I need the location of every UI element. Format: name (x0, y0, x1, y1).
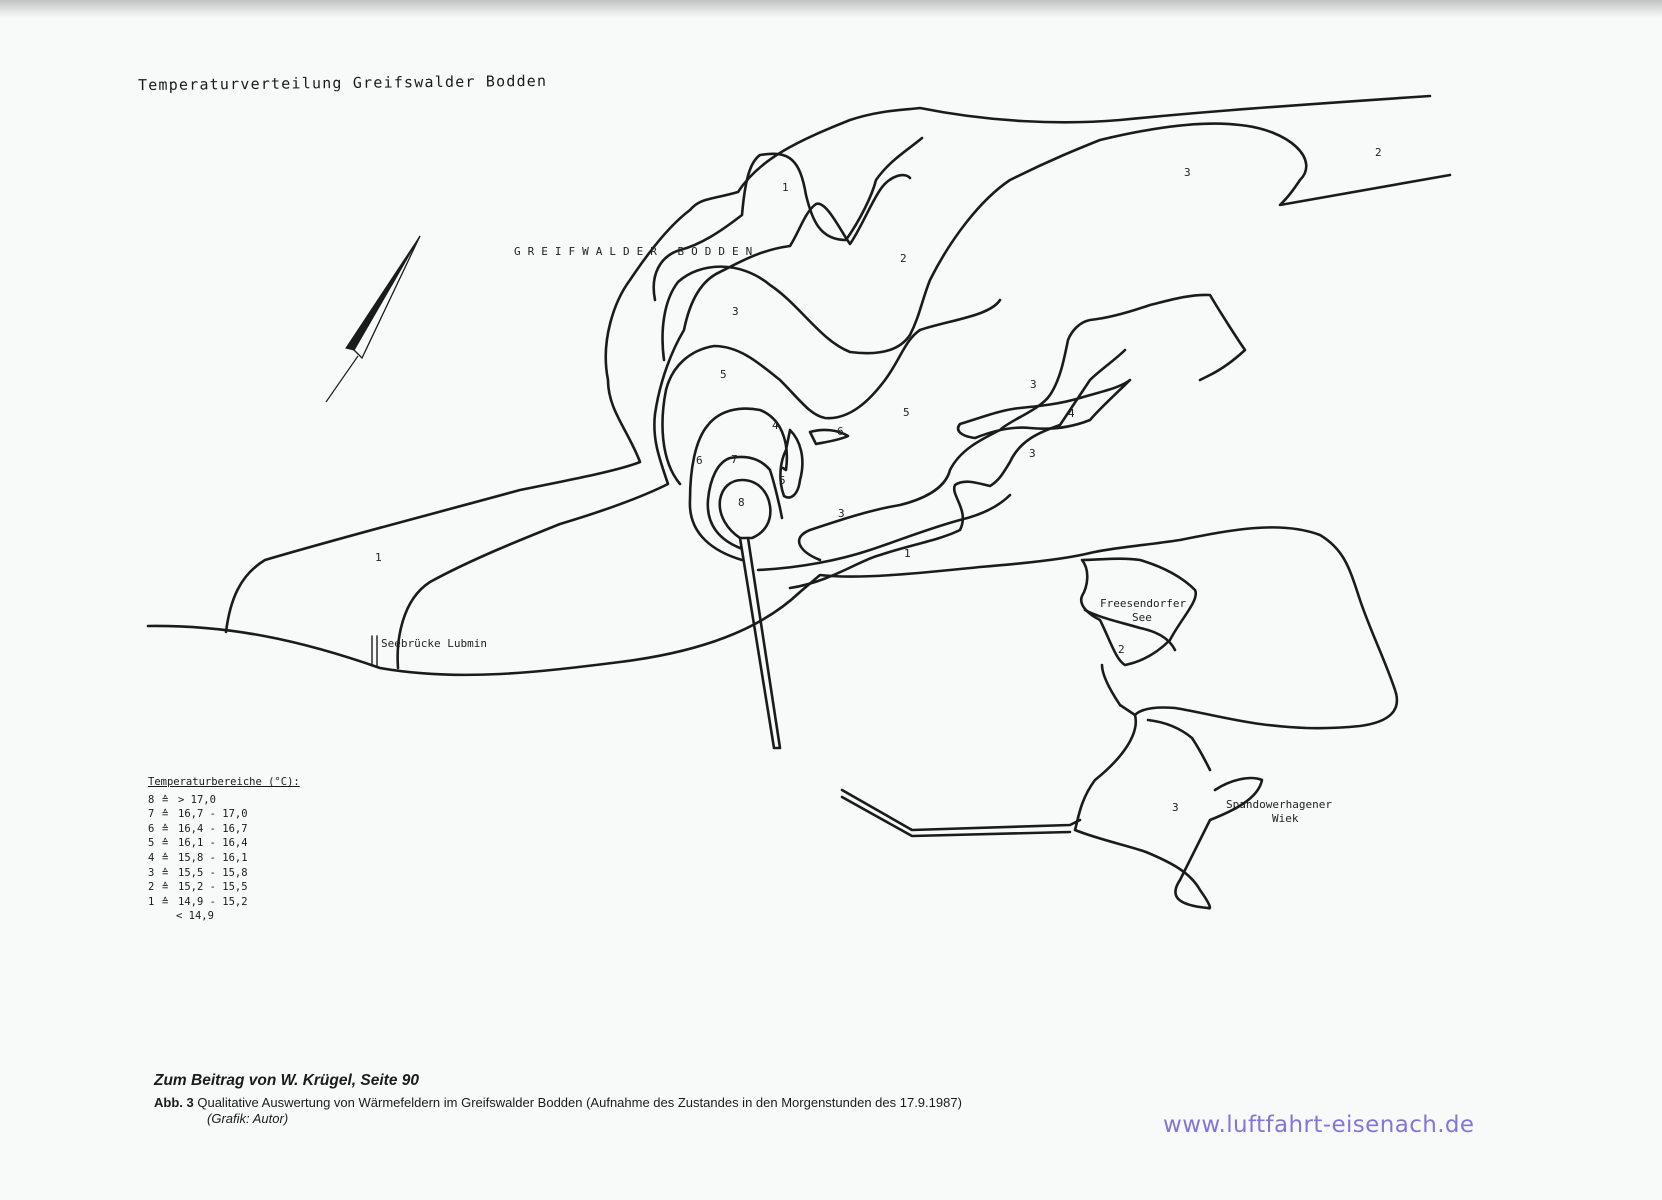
figure-caption (154, 1072, 962, 1126)
pier-symbol (372, 636, 377, 666)
zone-label: 4 (1068, 407, 1075, 420)
dam (842, 790, 1080, 836)
north-arrow-icon (326, 236, 420, 402)
zone-label: 2 (900, 252, 907, 265)
legend-range: 15,2 - 15,5 (178, 881, 248, 894)
watermark: www.luftfahrt-eisenach.de (1163, 1112, 1475, 1138)
legend-range: 14,9 - 15,2 (178, 895, 248, 908)
legend-class: 2 (148, 881, 155, 894)
label-bay-line-2: Wiek (1272, 812, 1299, 825)
zone-label: 4 (772, 419, 779, 432)
caption-line (154, 1095, 962, 1110)
legend-class: 4 (148, 851, 155, 864)
zone-label: 1 (782, 181, 789, 194)
legend-class: 1 (148, 895, 155, 908)
legend-row (148, 895, 300, 910)
zone-label: 3 (1172, 801, 1179, 814)
zone-label: 5 (720, 368, 727, 381)
label-greifswalder-bodden: GREIFWALDER BODDEN (514, 245, 760, 258)
legend-symbol: ≙ (162, 895, 169, 908)
legend-range: 16,1 - 16,4 (178, 837, 248, 850)
legend-symbol: ≙ (162, 866, 169, 879)
legend-row (148, 851, 300, 866)
legend-range: 16,7 - 17,0 (178, 808, 248, 821)
label-lake-line-1: Freesendorfer (1100, 597, 1187, 610)
zone-label: 3 (1184, 166, 1191, 179)
zone-label: 2 (1118, 643, 1125, 656)
legend-class: 8 (148, 793, 155, 806)
channel (1075, 715, 1210, 908)
legend-title: Temperaturbereiche (°C): (148, 776, 300, 788)
legend-class: 7 (148, 808, 155, 821)
zone-label: 6 (696, 454, 703, 467)
isotherm-4-arm (958, 380, 1130, 438)
legend-range: 15,5 - 15,8 (178, 866, 248, 879)
isotherm-5-region (663, 300, 1000, 484)
zone-label: 1 (904, 547, 911, 560)
zone-label: 3 (732, 305, 739, 318)
legend-range: 15,8 - 16,1 (178, 851, 248, 864)
label-seebruecke-lubmin: Seebrücke Lubmin (381, 637, 487, 650)
legend-symbol: ≙ (162, 881, 169, 894)
legend-class: 5 (148, 837, 155, 850)
legend-class: 3 (148, 866, 155, 879)
zone-label: 6 (837, 425, 844, 438)
legend-range: 16,4 - 16,7 (178, 822, 248, 835)
zone-label: 5 (903, 406, 910, 419)
legend-row (148, 822, 300, 837)
legend-row (148, 880, 300, 895)
zone-label: 8 (738, 496, 745, 509)
zone-label: 3 (1030, 378, 1037, 391)
legend-row-below: < 14,9 (176, 910, 214, 923)
legend-symbol: ≙ (162, 822, 169, 835)
legend-row (148, 807, 300, 822)
isotherm-3-band (790, 350, 1125, 588)
zone-label: 3 (838, 507, 845, 520)
isotherm-8-core (720, 480, 771, 538)
caption-heading: Zum Beitrag von W. Krügel, Seite 90 (154, 1072, 419, 1089)
legend-symbol: ≙ (162, 837, 169, 850)
legend-symbol: ≙ (162, 793, 169, 806)
legend-row (148, 836, 300, 851)
map-title: Temperaturverteilung Greifswalder Bodden (137, 71, 548, 95)
legend-range: > 17,0 (178, 793, 216, 806)
label-bay-line-1: Spandowerhagener (1226, 798, 1332, 811)
zone-label: 1 (375, 551, 382, 564)
legend-symbol: ≙ (162, 808, 169, 821)
isotherm-1-east (758, 495, 1010, 570)
legend-symbol: ≙ (162, 851, 169, 864)
coastline-south (148, 553, 1090, 675)
caption-figure-label: Abb. 3 (154, 1095, 194, 1110)
zone-label: 2 (1375, 146, 1382, 159)
label-lake-line-2: See (1132, 611, 1152, 624)
caption-text: Qualitative Auswertung von Wärmefeldern im Greifswalder Bodden (Aufnahme des Zustandes in den Morgenstunden des 17.9.1987) (197, 1095, 962, 1110)
legend-row (148, 866, 300, 881)
caption-credit: (Grafik: Autor) (207, 1111, 289, 1126)
zone-label: 3 (1029, 447, 1036, 460)
zone-label: 5 (779, 474, 786, 487)
isotherm-1-outer (226, 96, 1430, 632)
isotherm-2-north (654, 138, 922, 300)
legend-class: 6 (148, 822, 155, 835)
legend (148, 775, 300, 924)
zone-label: 7 (731, 453, 738, 466)
legend-row (148, 793, 300, 808)
isotherm-3-lobe (663, 123, 1450, 360)
isotherm-2-lake (1085, 610, 1175, 650)
